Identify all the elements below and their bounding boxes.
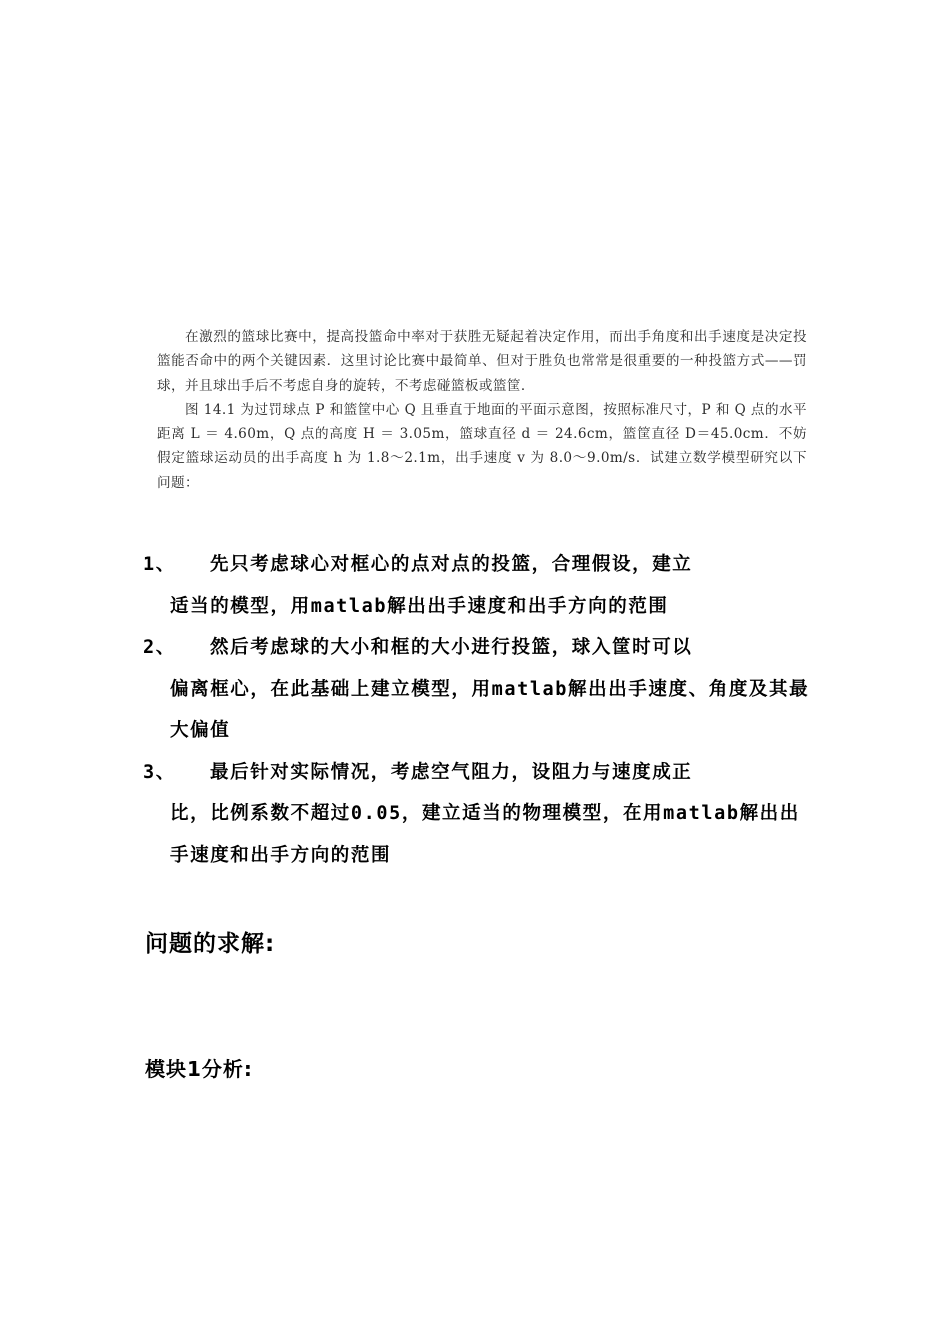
question-number: 1、 <box>143 554 176 575</box>
question-list <box>143 544 813 876</box>
question-item-2 <box>143 627 813 752</box>
question-text <box>170 544 813 627</box>
question-first-line: 最后针对实际情况，考虑空气阻力，设阻力与速度成正 <box>210 761 693 783</box>
question-first-line: 先只考虑球心对框心的点对点的投篮，合理假设，建立 <box>210 554 693 575</box>
scanned-problem-excerpt <box>157 325 807 495</box>
question-continuation: 适当的模型，用matlab解出出手速度和出手方向的范围 <box>170 595 669 617</box>
question-continuation: 比，比例系数不超过0.05，建立适当的物理模型，在用matlab解出出手速度和出手方向的范围 <box>170 803 800 866</box>
question-continuation: 偏离框心，在此基础上建立模型，用matlab解出出手速度、角度及其最大偏值 <box>170 678 810 741</box>
question-number: 2、 <box>143 637 176 658</box>
question-text <box>170 752 813 877</box>
problem-paragraph-2: 图 14.1 为过罚球点 P 和篮筐中心 Q 且垂直于地面的平面示意图，按照标准尺寸，P 和 Q 点的水平距离 L ＝ 4.60m，Q 点的高度 H ＝ 3.05m，篮球直径 d ＝ 24.6cm，篮筐直径 D＝45.0cm．不妨假定篮球运动员的出手高度 h 为 1.8～2.1m，出手速度 v 为 8.0～9.0m/s．试建立数学模型研究以下问题： <box>157 401 808 491</box>
question-first-line: 然后考虑球的大小和框的大小进行投篮，球入筐时可以 <box>210 637 693 658</box>
question-item-3 <box>143 752 813 877</box>
problem-paragraph-1: 在激烈的篮球比赛中，提高投篮命中率对于获胜无疑起着决定作用，而出手角度和出手速度是决定投篮能否命中的两个关键因素．这里讨论比赛中最简单、但对于胜负也常常是很重要的一种投篮方式——罚球，并且球出手后不考虑自身的旋转，不考虑碰篮板或篮筐． <box>157 329 807 394</box>
solution-heading: 问题的求解: <box>145 931 276 957</box>
question-number: 3、 <box>143 761 176 783</box>
question-text <box>170 627 813 752</box>
module-1-analysis-heading: 模块1分析: <box>145 1057 253 1081</box>
question-item-1 <box>143 544 813 627</box>
